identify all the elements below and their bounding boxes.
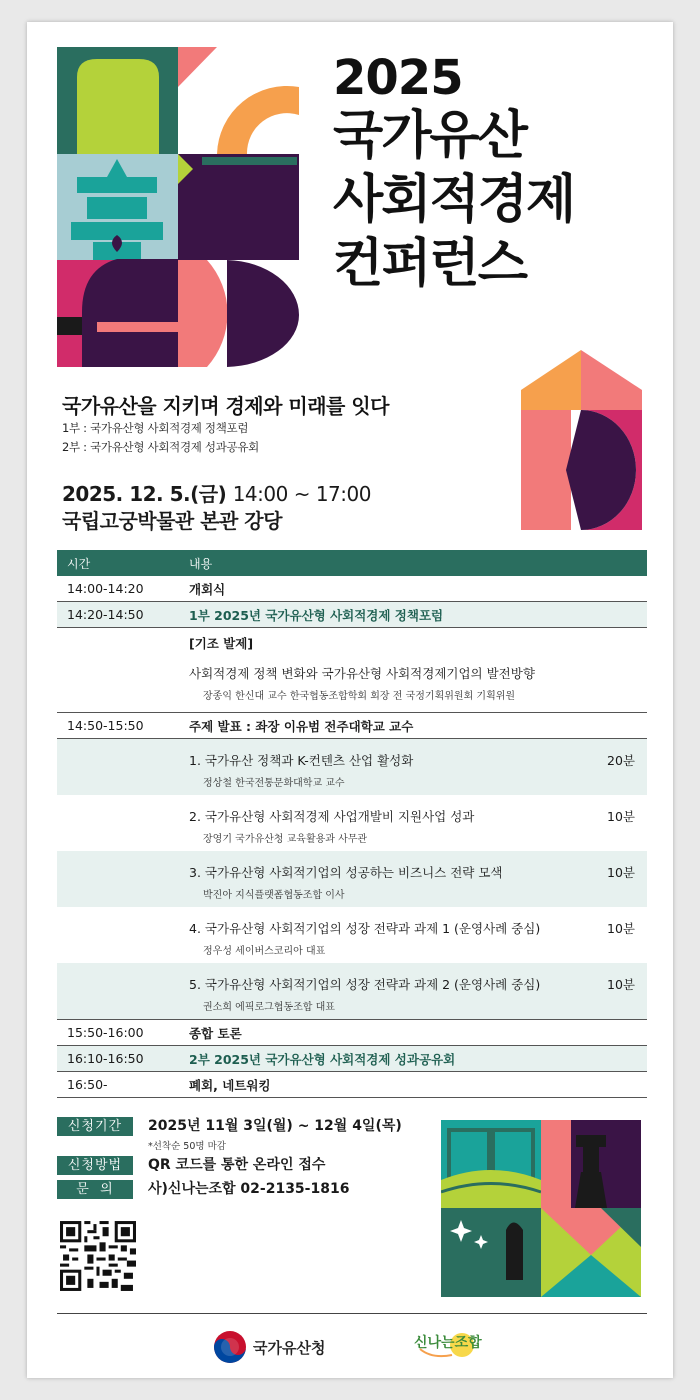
period-note: *선착순 50명 마감 <box>148 1141 226 1152</box>
coop-logo <box>412 1327 492 1363</box>
subtitle: 국가유산을 지키며 경제와 미래를 잇다 <box>62 394 389 418</box>
agency-name: 국가유산청 <box>253 1338 326 1357</box>
row-time: 14:50-15:50 <box>67 718 144 733</box>
talk-duration: 10분 <box>607 921 635 936</box>
title-line-1: 국가유산 <box>333 106 526 166</box>
contact-label: 문 의 <box>57 1180 133 1199</box>
event-time: 14:00 ~ 17:00 <box>232 482 371 506</box>
talk-speaker: 정상철 한국전통문화대학교 교수 <box>203 778 345 789</box>
conference-title <box>333 52 663 296</box>
row-content: 1부 2025년 국가유산형 사회적경제 정책포럼 <box>189 607 444 623</box>
talk-speaker: 정우성 세이버스코리아 대표 <box>203 946 326 957</box>
title-line-2: 사회적경제 <box>333 170 575 230</box>
keynote-label: [기조 발제] <box>189 636 254 651</box>
info-contact <box>57 1180 349 1199</box>
talk-title: 4. 국가유산형 사회적기업의 성장 전략과 과제 1 (운영사례 중심) <box>189 921 541 936</box>
event-date: 2025. 12. 5.(금) <box>62 482 227 506</box>
taegeuk-icon <box>213 1330 247 1364</box>
talk-duration: 10분 <box>607 809 635 824</box>
talk-title: 5. 국가유산형 사회적기업의 성장 전략과 과제 2 (운영사례 중심) <box>189 977 541 992</box>
talk-speaker: 장영기 국가유산청 교육활용과 사무관 <box>203 834 368 845</box>
event-venue: 국립고궁박물관 본관 강당 <box>62 509 282 533</box>
table-row-part2 <box>57 1046 647 1072</box>
heritage-artwork-bottom <box>441 1120 641 1297</box>
contact-value: 사)신나는조합 02-2135-1816 <box>148 1181 350 1197</box>
talk-duration: 10분 <box>607 977 635 992</box>
table-header <box>57 550 647 576</box>
talk-speaker: 박진아 지식플랫폼협동조합 이사 <box>203 890 345 901</box>
schedule-table <box>57 550 647 1098</box>
talk-item <box>57 963 647 1019</box>
heritage-artwork-top <box>57 47 299 367</box>
table-row-part1 <box>57 602 647 628</box>
part-2-line: 2부 : 국가유산형 사회적경제 성과공유회 <box>62 440 259 454</box>
title-year: 2025 <box>333 50 463 106</box>
keynote-block <box>57 628 647 713</box>
table-row <box>57 576 647 602</box>
talk-duration: 20분 <box>607 753 635 768</box>
table-row-discussion <box>57 1020 647 1046</box>
talk-item <box>57 851 647 907</box>
event-datetime <box>62 478 371 507</box>
keynote-speaker: 장종익 한신대 교수 한국협동조합학회 회장 전 국정기획위원회 기획위원 <box>203 691 516 702</box>
talk-item <box>57 795 647 851</box>
qr-code[interactable] <box>60 1221 136 1291</box>
row-time: 16:50- <box>67 1077 108 1092</box>
header-time: 시간 <box>67 556 91 571</box>
info-method <box>57 1156 325 1175</box>
row-content: 종합 토론 <box>189 1025 242 1041</box>
period-value: 2025년 11월 3일(월) ~ 12월 4일(목) <box>148 1118 402 1134</box>
coop-name: 신나는조합 <box>414 1335 482 1351</box>
row-content: 주제 발표 : 좌장 이유범 전주대학교 교수 <box>189 718 414 734</box>
row-content: 2부 2025년 국가유산형 사회적경제 성과공유회 <box>189 1051 456 1067</box>
heritage-artwork-side <box>521 350 642 530</box>
talk-item <box>57 739 647 795</box>
row-content: 개회식 <box>189 581 226 597</box>
talk-duration: 10분 <box>607 865 635 880</box>
footer-divider <box>57 1313 647 1314</box>
row-time: 14:20-14:50 <box>67 607 144 622</box>
info-period <box>57 1117 402 1136</box>
title-line-3: 컨퍼런스 <box>333 234 526 294</box>
talk-title: 3. 국가유산형 사회적기업의 성공하는 비즈니스 전략 모색 <box>189 865 503 880</box>
part-1-line: 1부 : 국가유산형 사회적경제 정책포럼 <box>62 421 249 435</box>
row-time: 16:10-16:50 <box>67 1051 144 1066</box>
header-content: 내용 <box>189 556 213 571</box>
row-time: 14:00-14:20 <box>67 581 144 596</box>
talk-title: 1. 국가유산 정책과 K-컨텐츠 산업 활성화 <box>189 753 414 768</box>
row-content: 폐회, 네트워킹 <box>189 1077 271 1093</box>
method-value: QR 코드를 통한 온라인 접수 <box>148 1157 326 1173</box>
table-row-topic <box>57 713 647 739</box>
talk-list <box>57 739 647 1020</box>
period-label: 신청기간 <box>57 1117 133 1136</box>
talk-item <box>57 907 647 963</box>
keynote-title: 사회적경제 정책 변화와 국가유산형 사회적경제기업의 발전방향 <box>189 666 535 681</box>
talk-speaker: 권소희 에픽로그협동조합 대표 <box>203 1002 335 1013</box>
method-label: 신청방법 <box>57 1156 133 1175</box>
talk-title: 2. 국가유산형 사회적경제 사업개발비 지원사업 성과 <box>189 809 475 824</box>
table-row-closing <box>57 1072 647 1098</box>
agency-logo <box>213 1330 325 1364</box>
row-time: 15:50-16:00 <box>67 1025 144 1040</box>
